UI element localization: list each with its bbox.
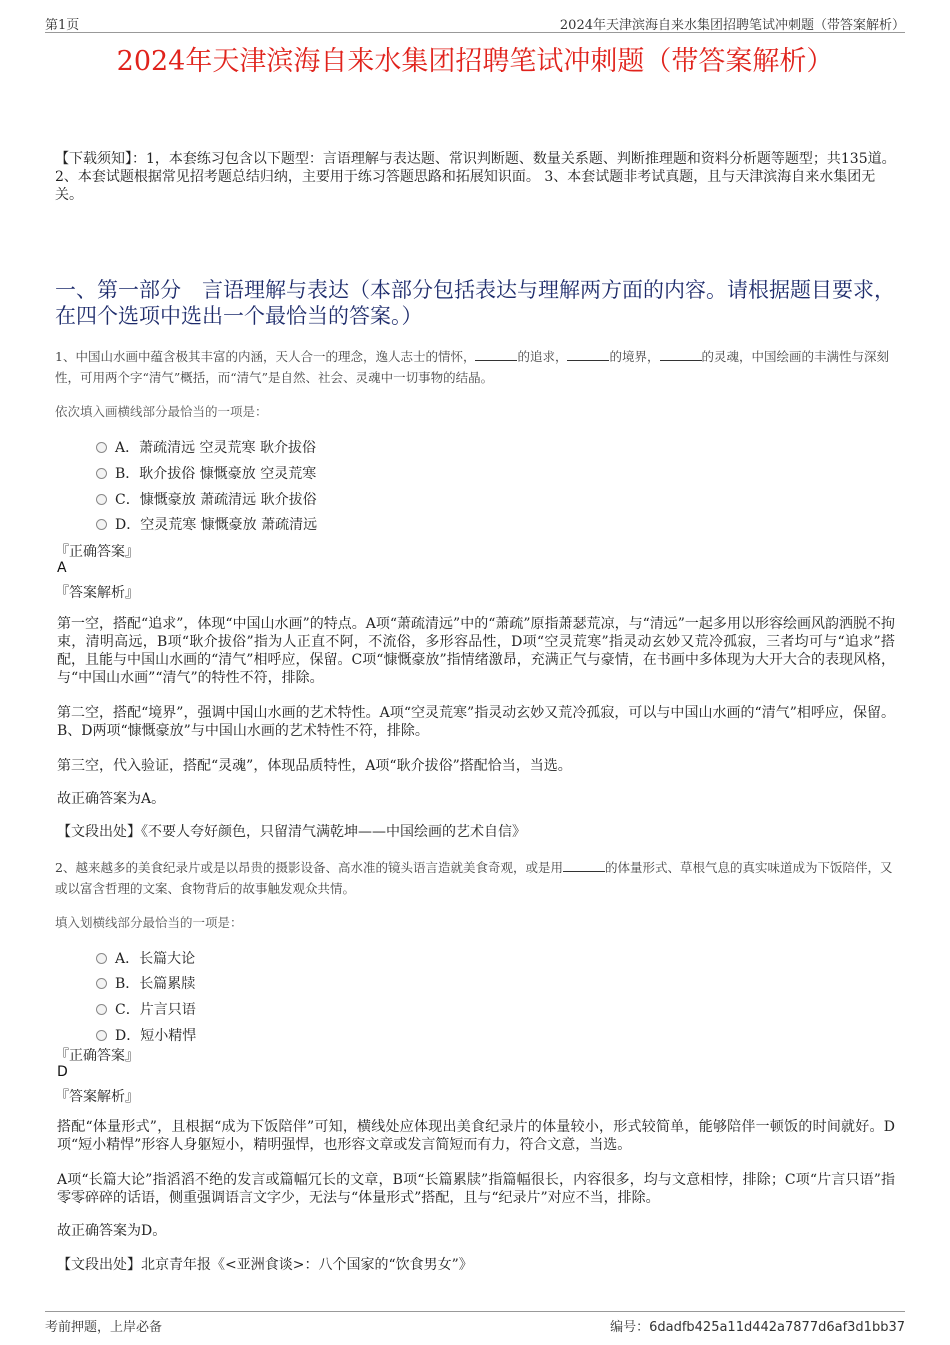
radio-icon[interactable] xyxy=(96,1004,107,1015)
q2-option-b[interactable]: B．长篇累牍 xyxy=(96,973,195,993)
q1-analysis-paragraph: 第一空，搭配“追求”，体现“中国山水画”的特点。A项“萧疏清远”中的“萧疏”原指萧瑟荒凉，与“清远”一起多用以形容绘画风韵洒脱不拘束，清明高远，B项“耿介拔俗”指为人正直不阿，不流俗，多形容品性，D项“空灵荒寒”指灵动玄妙又荒冷孤寂，三者均可与“追求”搭配，且能与中国山水画的“清气”相呼应，保留。C项“慷慨豪放”指情绪激昂，充满正气与豪情，在书画中多体现为大开大合的表现风格，与“中国山水画”“清气”的特性不符，排除。 xyxy=(57,616,895,686)
q2-conclusion: 故正确答案为D。 xyxy=(57,1223,167,1239)
q2-answer: D xyxy=(57,1064,68,1080)
radio-icon[interactable] xyxy=(96,978,107,989)
fill-blank xyxy=(475,350,517,361)
q2-analysis-label: 『答案解析』 xyxy=(55,1089,139,1105)
fill-blank xyxy=(567,350,609,361)
fill-blank xyxy=(660,350,702,361)
q2-answer-label: 『正确答案』 xyxy=(55,1048,139,1064)
q2-analysis-paragraph: 搭配“体量形式”，且根据“成为下饭陪伴”可知，横线处应体现出美食纪录片的体量较小，形式较简单，能够陪伴一顿饭的时间就好。D项“短小精悍”形容人身躯短小，精明强悍，也形容文章或发言简短而有力，符合文意，当选。 xyxy=(57,1119,895,1153)
radio-icon[interactable] xyxy=(96,468,107,479)
q1-source: 【文段出处】《不要人夸好颜色，只留清气满乾坤——中国绘画的艺术自信》 xyxy=(57,824,526,840)
page-title: 2024年天津滨海自来水集团招聘笔试冲刺题（带答案解析） xyxy=(116,46,834,77)
radio-icon[interactable] xyxy=(96,494,107,505)
fill-blank xyxy=(563,861,605,872)
question-2-prompt: 填入划横线部分最恰当的一项是： xyxy=(55,915,243,930)
page-header xyxy=(45,14,905,33)
q1-option-d[interactable]: D．空灵荒寒 慷慨豪放 萧疏清远 xyxy=(96,514,317,534)
footer-slogan: 考前押题，上岸必备 xyxy=(45,1320,163,1335)
question-1-prompt: 依次填入画横线部分最恰当的一项是： xyxy=(55,404,268,419)
section-title: 一、第一部分 言语理解与表达（本部分包括表达与理解两方面的内容。请根据题目要求，在四个选项中选出一个最恰当的答案。） xyxy=(55,278,895,328)
q1-option-c[interactable]: C．慷慨豪放 萧疏清远 耿介拔俗 xyxy=(96,489,317,509)
q2-option-a[interactable]: A．长篇大论 xyxy=(96,948,195,968)
q1-analysis-paragraph: 第三空，代入验证，搭配“灵魂”，体现品质特性，A项“耿介拔俗”搭配恰当，当选。 xyxy=(57,758,572,774)
q1-analysis-paragraph: 第二空，搭配“境界”，强调中国山水画的艺术特性。A项“空灵荒寒”指灵动玄妙又荒冷孤寂，可以与中国山水画的“清气”相呼应，保留。B、D两项“慷慨豪放”与中国山水画的艺术特性不符，排除。 xyxy=(57,705,895,739)
q1-answer-label: 『正确答案』 xyxy=(55,544,139,560)
page-footer xyxy=(45,1311,905,1335)
q1-answer: A xyxy=(57,560,67,576)
q1-analysis-label: 『答案解析』 xyxy=(55,585,139,601)
radio-icon[interactable] xyxy=(96,519,107,530)
page-number: 第1页 xyxy=(45,18,80,33)
radio-icon[interactable] xyxy=(96,442,107,453)
q1-option-a[interactable]: A．萧疏清远 空灵荒寒 耿介拔俗 xyxy=(96,437,316,457)
question-2-stem: 2、越来越多的美食纪录片或是以昂贵的摄影设备、高水准的镜头语言造就美食奇观，或是用 的体量形式、草根气息的真实味道成为下饭陪伴，又或以富含哲理的文案、食物背后的故事触发观众共情。 xyxy=(55,860,893,896)
download-notice: 【下载须知】：1，本套练习包含以下题型：言语理解与表达题、常识判断题、数量关系题、判断推理题和资料分析题等题型；共135道。 2、本套试题根据常见招考题总结归纳，主要用于练习答题思路和拓展知识面。 3、本套试题非考试真题，且与天津滨海自来水集团无关。 xyxy=(55,151,896,203)
q2-option-d[interactable]: D．短小精悍 xyxy=(96,1025,196,1045)
footer-code: 编号：6dadfb425a11d442a7877d6af3d1bb37 xyxy=(610,1320,905,1335)
header-doc-title: 2024年天津滨海自来水集团招聘笔试冲刺题（带答案解析） xyxy=(559,18,905,33)
radio-icon[interactable] xyxy=(96,953,107,964)
question-1-stem: 1、中国山水画中蕴含极其丰富的内涵，天人合一的理念，逸人志士的情怀， 的追求， 的境界， 的灵魂，中国绘画的丰满性与深刻性，可用两个字“清气”概括，而“清气”是自然、社会、灵魂中一切事物的结晶。 xyxy=(55,349,890,385)
q1-option-b[interactable]: B．耿介拔俗 慷慨豪放 空灵荒寒 xyxy=(96,463,316,483)
q2-option-c[interactable]: C．片言只语 xyxy=(96,999,196,1019)
q2-analysis-paragraph: A项“长篇大论”指滔滔不绝的发言或篇幅冗长的文章，B项“长篇累牍”指篇幅很长，内容很多，均与文意相悖，排除；C项“片言只语”指零零碎碎的话语，侧重强调语言文字少，无法与“体量形式”搭配，且与“纪录片”对应不当，排除。 xyxy=(57,1172,895,1206)
q2-source: 【文段出处】北京青年报《<亚洲食谈>：八个国家的“饮食男女”》 xyxy=(57,1257,473,1273)
q1-conclusion: 故正确答案为A。 xyxy=(57,791,166,807)
radio-icon[interactable] xyxy=(96,1030,107,1041)
